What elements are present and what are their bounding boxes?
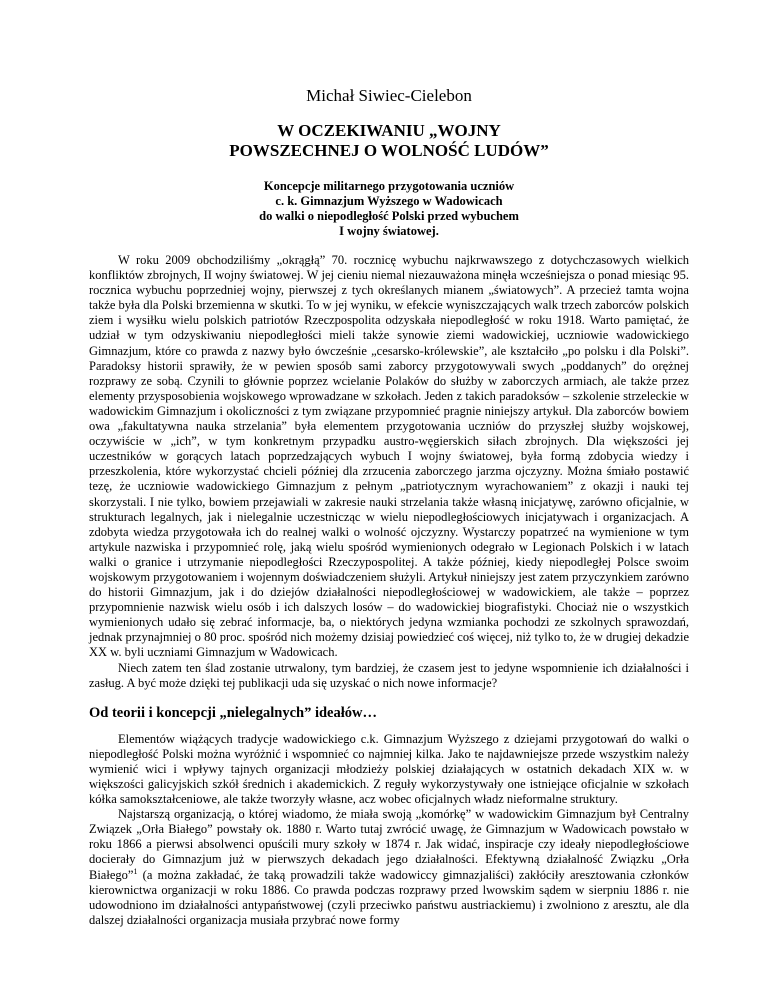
section-paragraph-footnoted xyxy=(89,807,689,928)
document-page xyxy=(89,86,689,928)
section-heading: Od teorii i koncepcji „nielegalnych” ideałów… xyxy=(89,704,377,721)
article-title xyxy=(89,121,689,161)
footnote-marker[interactable]: 1 xyxy=(133,866,138,876)
section-paragraph: Elementów wiążących tradycje wadowickiego c.k. Gimnazjum Wyższego z dziejami przygotowań do walki o niepodległość Polski można wyróżnić i wspomnieć co najmniej kilka. Jako te najdawniejsze przede wszystkim należy wymienić wici i wpływy tajnych organizacji młodzieży polskiej działających w ostatnich dekadach XIX w. w większości galicyjskich szkół średnich i akademickich. Z reguły wykorzystywały one istniejące oficjalnie w szkołach kółka samokształceniowe, ale także tworzyły własne, acz wobec oficjalnych władz nieformalne struktury. xyxy=(89,731,689,807)
article-subtitle xyxy=(89,179,689,239)
subtitle-line: do walki o niepodległość Polski przed wybuchem xyxy=(259,209,519,223)
intro-paragraph: W roku 2009 obchodziliśmy „okrągłą” 70. rocznicę wybuchu najkrwawszego z dotychczasowych wielkich konfliktów zbrojnych, II wojny światowej. W jej cieniu niemal niezauważona minęła wcześniejsza o ponad miesiąc 95. rocznica wybuchu poprzedniej wojny, pierwszej z tych określanych mianem „światowych”. A przecież tamta wojna także była dla Polski brzemienna w skutki. To w jej wyniku, w efekcie wyniszczających walk trzech zaborców polskich ziem i wysiłku wielu polskich patriotów Rzeczpospolita odzyskała niepodległość w roku 1918. Warto pamiętać, że udział w tym odzyskiwaniu niepodległości mieli także synowie ziemi wadowickiej, uczniowie wadowickiego Gimnazjum, które co prawda z nazwy było ówcześnie „cesarsko-królewskie”, ale kształciło „po polsku i dla Polski”. Paradoksy historii sprawiły, że w pewien sposób sami zaborcy przygotowywali swych „poddanych” do orężnej rozprawy ze sobą. Czynili to głównie poprzez wcielanie Polaków do służby w zaborczych armiach, ale także przez elementy przysposobienia wojskowego wprowadzane w szkołach. Jeden z takich paradoksów – szkolenie strzeleckie w wadowickim Gimnazjum i okoliczności z tym związane przypomnieć pragnie niniejszy artykuł. Dla zaborców bowiem owa „fakultatywna nauka strzelania” była elementem przygotowania uczniów do przyszłej służby wojskowej, oczywiście w „ich”, w tym konkretnym przypadku austro-węgierskich siłach zbrojnych. Dla większości jej uczestników w gorących latach poprzedzających wybuch I wojny światowej, była formą zdobycia wiedzy i przeszkolenia, które wykorzystać chcieli później dla zrzucenia zaborczego jarzma ojczyzny. Można śmiało postawić tezę, że uczniowie wadowickiego Gimnazjum z pełnym „patriotycznym wyrachowaniem” z okazji i nauki tej skorzystali. I nie tylko, bowiem przejawiali w zakresie nauki strzelania także własną inicjatywę, zarówno oficjalnie, w strukturach legalnych, jak i nielegalnie uczestnicząc w wielu niepodległościowych inicjatywach i organizacjach. A zdobyta wiedza przygotowała ich do realnej walki o wolność ojczyzny. Wystarczy popatrzeć na wymienione w tym artykule nazwiska i przypomnieć rolę, jaką wielu spośród wymienionych odegrało w Legionach Polskich i w latach walki o granice i utrzymanie niepodległości Rzeczypospolitej. A także później, kiedy niepodległej Polsce swoim wojskowym przygotowaniem i wojennym doświadczeniem służyli. Artykuł niniejszy jest zatem przyczynkiem zarówno do historii Gimnazjum, jak i do dziejów działalności niepodległościowej w wadowickiem, ale także – poprzez przypomnienie nazwisk wielu osób i ich dalszych losów – do wadowickiej biografistyki. Chociaż nie o wszystkich wymienionych udało się zebrać informacje, ba, o niektórych jedyna wzmianka pochodzi ze szkolnych sprawozdań, jednak przynajmniej o 80 proc. spośród nich możemy dzisiaj powiedzieć coś więcej, niż tylko to, że w drugiej dekadzie XX w. byli uczniami Gimnazjum w Wadowicach. xyxy=(89,253,689,660)
title-line: W OCZEKIWANIU „WOJNY xyxy=(277,121,501,140)
subtitle-line: Koncepcje militarnego przygotowania uczniów xyxy=(263,179,515,193)
title-line: POWSZECHNEJ O WOLNOŚĆ LUDÓW” xyxy=(229,141,549,160)
author-name: Michał Siwiec-Cielebon xyxy=(306,86,472,105)
subtitle-line: c. k. Gimnazjum Wyższego w Wadowicach xyxy=(275,194,503,208)
subtitle-line: I wojny światowej. xyxy=(339,224,439,238)
paragraph-text: (a można zakładać, że taką prowadzili także wadowiccy gimnazjaliści) zakłóciły aresztowania członków kierownictwa organizacji w roku 1886. Co prawda podczas rozprawy przed lwowskim sądem w sierpniu 1886 r. nie udowodniono im działalności antypaństwowej (czyli przeciwko państwu austriackiemu) i zwolniono z aresztu, ale dla dalszej działalności organizacja musiała przybrać nowe formy xyxy=(89,867,689,927)
paragraph-text: Najstarszą organizacją, o której wiadomo, że miała swoją „komórkę” w wadowickim Gimnazjum był Centralny Związek „Orła Białego” powstały ok. 1880 r. Warto tutaj zwrócić uwagę, że Gimnazjum w Wadowicach powstało w roku 1866 a pierwsi absolwenci opuścili mury szkoły w 1874 r. Jak widać, inspiracje czy ideały niepodległościowe docierały do Gimnazjum już w pierwszych dekadach jego działalności. Efektywną działalność Związku „Orła Białego” xyxy=(89,807,689,882)
intro-paragraph: Niech zatem ten ślad zostanie utrwalony, tym bardziej, że czasem jest to jedyne wspomnienie ich działalności i zasług. A być może dzięki tej publikacji uda się uzyskać o nich nowe informacje? xyxy=(89,660,689,690)
